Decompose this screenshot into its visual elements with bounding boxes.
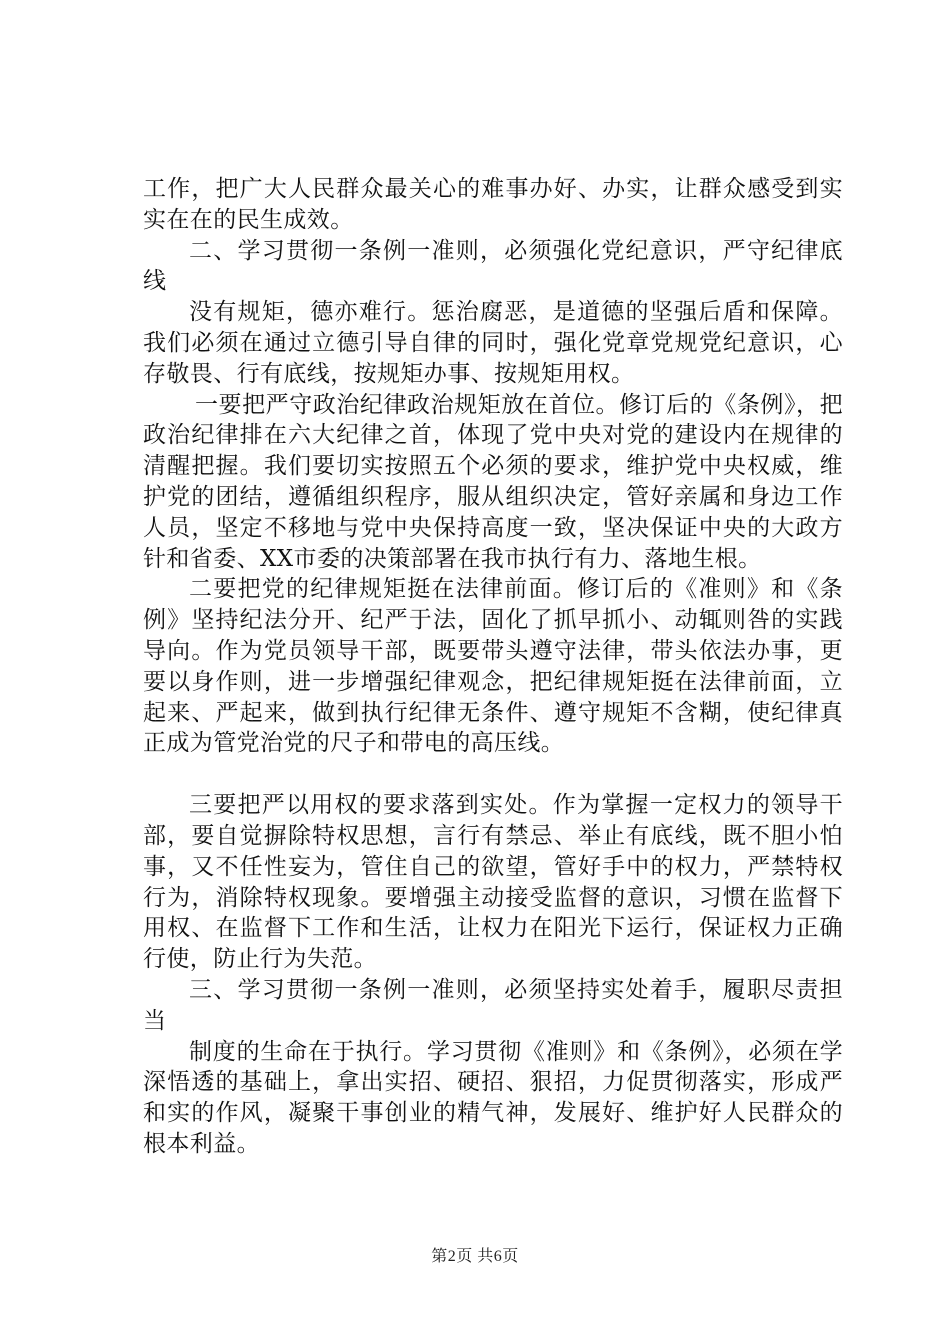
document-body <box>143 174 843 1160</box>
paragraph-political-discipline: 一要把严守政治纪律政治规矩放在首位。修订后的《条例》，把政治纪律排在六大纪律之首，体现了党中央对党的建设内在规律的清醒把握。我们要切实按照五个必须的要求，维护党中央权威，维护党的团结，遵循组织程序，服从组织决定，管好亲属和身边工作人员，坚定不移地与党中央保持高度一致，坚决保证中央的大政方针和省委、XX市委的决策部署在我市执行有力、落地生根。 <box>143 391 843 572</box>
section-heading-2: 二、学习贯彻一条例一准则，必须强化党纪意识，严守纪律底线 <box>143 237 843 295</box>
section-heading-3: 三、学习贯彻一条例一准则，必须坚持实处着手，履职尽责担当 <box>143 976 843 1034</box>
page-number-footer: 第2页 共6页 <box>431 1248 519 1265</box>
paragraph-spacer <box>143 759 843 790</box>
paragraph-execution: 制度的生命在于执行。学习贯彻《准则》和《条例》，必须在学深悟透的基础上，拿出实招、硬招、狠招，力促贯彻落实，形成严和实的作风，凝聚干事创业的精气神，发展好、维护好人民群众的根本利益。 <box>143 1038 843 1157</box>
paragraph-continuation: 工作，把广大人民群众最关心的难事办好、办实，让群众感受到实实在在的民生成效。 <box>143 176 843 233</box>
paragraph-use-of-power: 三要把严以用权的要求落到实处。作为掌握一定权力的领导干部，要自觉摒除特权思想，言行有禁忌、举止有底线，既不胆小怕事，又不任性妄为，管住自己的欲望，管好手中的权力，严禁特权行为，消除特权现象。要增强主动接受监督的意识，习惯在监督下用权、在监督下工作和生活，让权力在阳光下运行，保证权力正确行使，防止行为失范。 <box>143 792 843 973</box>
paragraph-discipline-intro: 没有规矩，德亦难行。惩治腐恶，是道德的坚强后盾和保障。我们必须在通过立德引导自律的同时，强化党章党规党纪意识，心存敬畏、行有底线，按规矩办事、按规矩用权。 <box>143 299 843 387</box>
paragraph-rules-before-law: 二要把党的纪律规矩挺在法律前面。修订后的《准则》和《条例》坚持纪法分开、纪严于法，固化了抓早抓小、动辄则咎的实践导向。作为党员领导干部，既要带头遵守法律，带头依法办事，更要以身作则，进一步增强纪律观念，把纪律规矩挺在法律前面，立起来、严起来，做到执行纪律无条件、遵守规矩不含糊，使纪律真正成为管党治党的尺子和带电的高压线。 <box>143 576 843 757</box>
